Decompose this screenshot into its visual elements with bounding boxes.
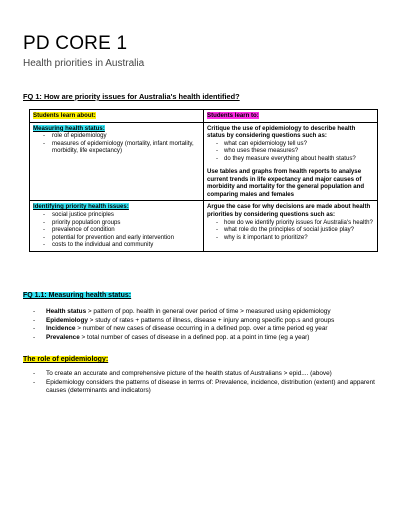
- list-item: - priority population groups: [43, 219, 200, 227]
- row1-to-cell: [204, 122, 378, 201]
- list-item: - what can epidemiology tell us?: [216, 140, 374, 148]
- list-item: - why is it important to prioritize?: [216, 234, 374, 242]
- syllabus-table: [29, 109, 378, 252]
- row2-learn-list: [33, 211, 200, 249]
- col2-header-cell: [204, 110, 378, 123]
- section1-list: [33, 308, 378, 342]
- page-title: PD CORE 1: [23, 33, 128, 54]
- list-item: - who uses these measures?: [216, 147, 374, 155]
- definition-item: - Health status > pattern of pop. health in general over period of time > measured using epidemiology: [33, 308, 378, 317]
- row2-to-heading: Argue the case for why decisions are made about health priorities by considering questions such as:: [207, 203, 371, 219]
- list-item: - measures of epidemiology (mortality, infant mortality, morbidity, life expectancy): [43, 140, 200, 155]
- definition-item: - Epidemiology > study of rates + patterns of illness, disease + injury among specific pop.s and groups: [33, 317, 378, 326]
- list-item: - costs to the individual and community: [43, 241, 200, 249]
- section1-heading: FQ 1.1: Measuring health status:: [23, 292, 132, 299]
- row1-learn-list: [33, 132, 200, 155]
- row1-to-extra: Use tables and graphs from health reports to analyse current trends in life expectancy and major causes of morbidity and mortality for the general population and comparing males and females: [207, 168, 365, 198]
- row1-to-heading: Critique the use of epidemiology to describe health status by considering questions such as:: [207, 124, 356, 140]
- row2-to-list: [207, 219, 374, 242]
- list-item: - do they measure everything about health status?: [216, 155, 374, 163]
- table-row: [30, 122, 378, 201]
- list-item: - potential for prevention and early intervention: [43, 234, 200, 242]
- focus-question: FQ 1: How are priority issues for Australia's health identified?: [23, 92, 240, 101]
- table-header-row: [30, 110, 378, 123]
- row2-learn-cell: [30, 201, 204, 251]
- page-subtitle: Health priorities in Australia: [23, 58, 145, 69]
- list-item: - role of epidemiology: [43, 132, 200, 140]
- row2-to-cell: [204, 201, 378, 251]
- row2-learn-heading: Identifying priority health issues:: [33, 203, 129, 211]
- row1-learn-heading: Measuring health status:: [33, 124, 105, 132]
- list-item: - To create an accurate and comprehensive picture of the health status of Australians > epid.... (above): [33, 370, 378, 379]
- list-item: - prevalence of condition: [43, 226, 200, 234]
- row1-to-list: [207, 140, 374, 163]
- col2-header: Students learn to:: [207, 112, 259, 119]
- list-item: - Epidemiology considers the patterns of disease in terms of: Prevalence, incidence, distribution (extent) and apparent causes (determinants and indicators): [33, 379, 378, 396]
- list-item: - social justice principles: [43, 211, 200, 219]
- section2-heading: The role of epidemiology:: [23, 356, 109, 363]
- row1-learn-cell: [30, 122, 204, 201]
- col1-header-cell: [30, 110, 204, 123]
- list-item: - how do we identify priority issues for Australia's health?: [216, 219, 374, 227]
- col1-header: Students learn about:: [33, 112, 96, 119]
- definition-item: - Prevalence > total number of cases of disease in a defined pop. at a point in time (eg a year): [33, 334, 378, 343]
- list-item: - what role do the principles of social justice play?: [216, 226, 374, 234]
- section2-list: [33, 370, 378, 396]
- table-row: [30, 201, 378, 251]
- definition-item: - Incidence > number of new cases of disease occurring in a defined pop. over a time period eg year: [33, 325, 378, 334]
